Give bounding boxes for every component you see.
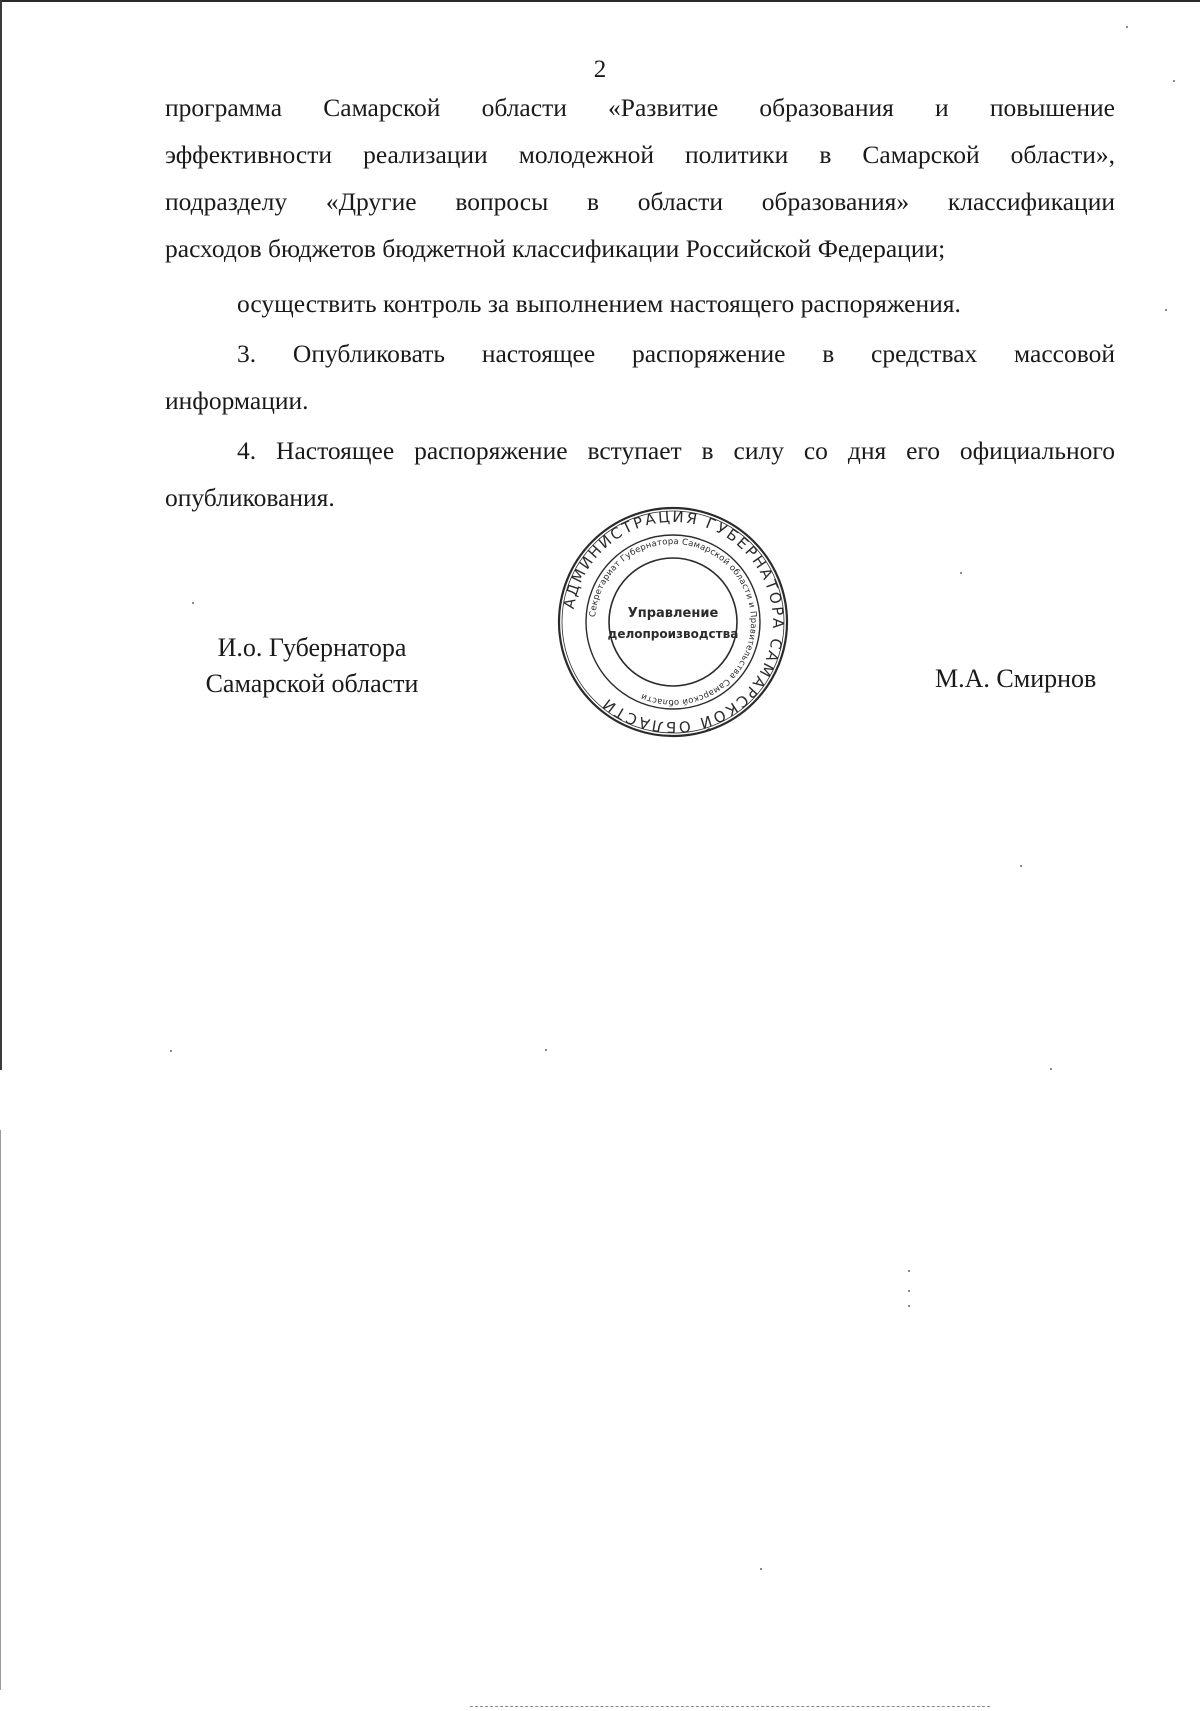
paragraph-3-line-2: информации. <box>165 386 309 415</box>
scan-edge-bottom <box>470 1706 990 1708</box>
stamp-center-line-1: Управление <box>627 606 719 621</box>
signatory-name: М.А. Смирнов <box>935 664 1097 693</box>
scan-speck <box>192 602 194 604</box>
paragraph-1-line-1: программа Самарской области «Развитие образования и повышение <box>165 93 1115 122</box>
scan-edge-top <box>0 0 1200 2</box>
stamp-middle-ring <box>586 535 760 709</box>
scan-speck <box>760 1568 762 1570</box>
stamp-center-line-2: делопроизводства <box>607 627 739 641</box>
scan-speck <box>960 572 962 574</box>
paragraph-1-line-3: подразделу «Другие вопросы в области образования» классификации <box>165 187 1115 216</box>
scan-speck <box>1020 865 1022 867</box>
scan-speck <box>170 1050 172 1052</box>
scan-speck <box>908 1270 910 1272</box>
scan-speck <box>1165 309 1167 311</box>
scan-edge-left <box>0 0 2 1070</box>
official-stamp <box>556 505 790 739</box>
paragraph-4-line-2: опубликования. <box>165 483 335 512</box>
signatory-title <box>192 630 432 702</box>
scan-speck <box>1173 80 1175 82</box>
signatory-title-line-1: И.о. Губернатора <box>217 633 407 662</box>
paragraph-2-text: осуществить контроль за выполнением настоящего распоряжения. <box>237 289 961 318</box>
scan-speck <box>908 1290 910 1292</box>
scan-speck <box>545 1049 547 1051</box>
paragraph-2 <box>165 280 1115 327</box>
paragraph-4-line-1: 4. Настоящее распоряжение вступает в силу со дня его официального <box>237 436 1115 465</box>
scan-speck <box>1126 26 1128 28</box>
stamp-inner-text: Секретариат Губернатора Самарской области и Правительства Самарской области <box>588 536 759 708</box>
paragraph-1-line-4: расходов бюджетов бюджетной классификации Российской Федерации; <box>165 234 946 263</box>
paragraph-3 <box>165 330 1115 424</box>
stamp-outer-text: АДМИНИСТРАЦИЯ ГУБЕРНАТОРА САМАРСКОЙ ОБЛАСТИ <box>559 507 788 737</box>
signatory-title-line-2: Самарской области <box>205 669 419 698</box>
paragraph-1 <box>165 84 1115 272</box>
page-number: 2 <box>593 56 607 83</box>
scan-speck <box>1050 1068 1052 1070</box>
scan-edge-left-lower <box>0 1130 1 1690</box>
scan-speck <box>908 1305 910 1307</box>
paragraph-1-line-2: эффективности реализации молодежной политики в Самарской области», <box>165 140 1115 169</box>
stamp-inner-ring <box>609 558 737 686</box>
paragraph-3-line-1: 3. Опубликовать настоящее распоряжение в средствах массовой <box>237 339 1115 368</box>
